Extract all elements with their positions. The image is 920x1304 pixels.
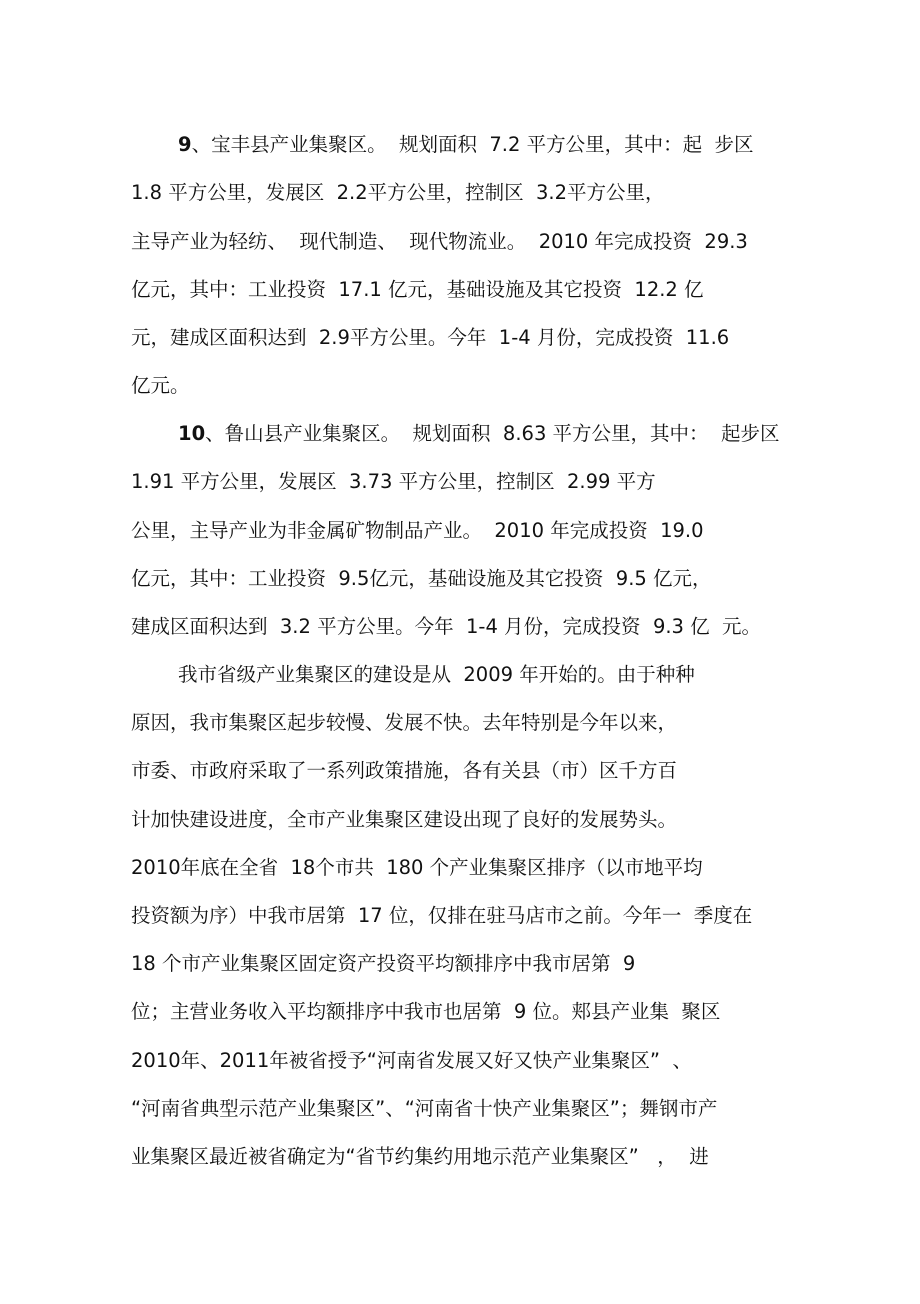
section-10-number: 10	[178, 422, 206, 445]
summary-line-11: 业集聚区最近被省确定为“省节约集约用地示范产业集聚区” ， 进	[131, 1145, 709, 1168]
section-9-line-2: 1.8 平方公里，发展区 2.2平方公里，控制区 3.2平方公里，	[131, 181, 665, 204]
summary-line-10: “河南省典型示范产业集聚区”、“河南省十快产业集聚区”；舞钢市产	[131, 1097, 718, 1120]
section-10-line-4: 亿元，其中：工业投资 9.5亿元，基础设施及其它投资 9.5 亿元，	[131, 567, 712, 590]
summary-line-8: 位；主营业务收入平均额排序中我市也居第 9 位。郏县产业集 聚区	[131, 1000, 721, 1023]
section-9-number: 9	[178, 133, 192, 156]
section-9-line-6: 亿元。	[131, 374, 190, 397]
summary-line-3: 市委、市政府采取了一系列政策措施，各有关县（市）区千方百	[131, 759, 678, 782]
section-10-line-1	[178, 421, 779, 447]
section-9-line-1	[178, 132, 753, 158]
summary-line-4: 计加快建设进度，全市产业集聚区建设出现了良好的发展势头。	[131, 808, 678, 831]
summary-line-5: 2010年底在全省 18个市共 180 个产业集聚区排序（以市地平均	[131, 856, 703, 879]
section-10-line-5: 建成区面积达到 3.2 平方公里。今年 1-4 月份，完成投资 9.3 亿 元。	[131, 615, 762, 638]
section-9-line-4: 亿元，其中：工业投资 17.1 亿元，基础设施及其它投资 12.2 亿	[131, 278, 704, 301]
section-9-line-3: 主导产业为轻纺、 现代制造、 现代物流业。 2010 年完成投资 29.3	[131, 230, 748, 253]
summary-line-2: 原因，我市集聚区起步较慢、发展不快。去年特别是今年以来，	[131, 711, 678, 734]
section-9-line-5: 元，建成区面积达到 2.9平方公里。今年 1-4 月份，完成投资 11.6	[131, 326, 730, 349]
section-10-line-3: 公里，主导产业为非金属矿物制品产业。 2010 年完成投资 19.0	[131, 519, 704, 542]
summary-line-7: 18 个市产业集聚区固定资产投资平均额排序中我市居第 9	[131, 952, 636, 975]
section-10-line-2: 1.91 平方公里，发展区 3.73 平方公里，控制区 2.99 平方	[131, 470, 656, 493]
summary-line-9: 2010年、2011年被省授予“河南省发展又好又快产业集聚区” 、	[131, 1049, 692, 1072]
section-10-text: 、鲁山县产业集聚区。 规划面积 8.63 平方公里，其中： 起步区	[205, 422, 780, 445]
summary-line-1: 我市省级产业集聚区的建设是从 2009 年开始的。由于种种	[178, 663, 695, 686]
summary-line-6: 投资额为序）中我市居第 17 位，仅排在驻马店市之前。今年一 季度在	[131, 904, 753, 927]
section-9-text: 、宝丰县产业集聚区。 规划面积 7.2 平方公里，其中：起 步区	[191, 133, 754, 156]
